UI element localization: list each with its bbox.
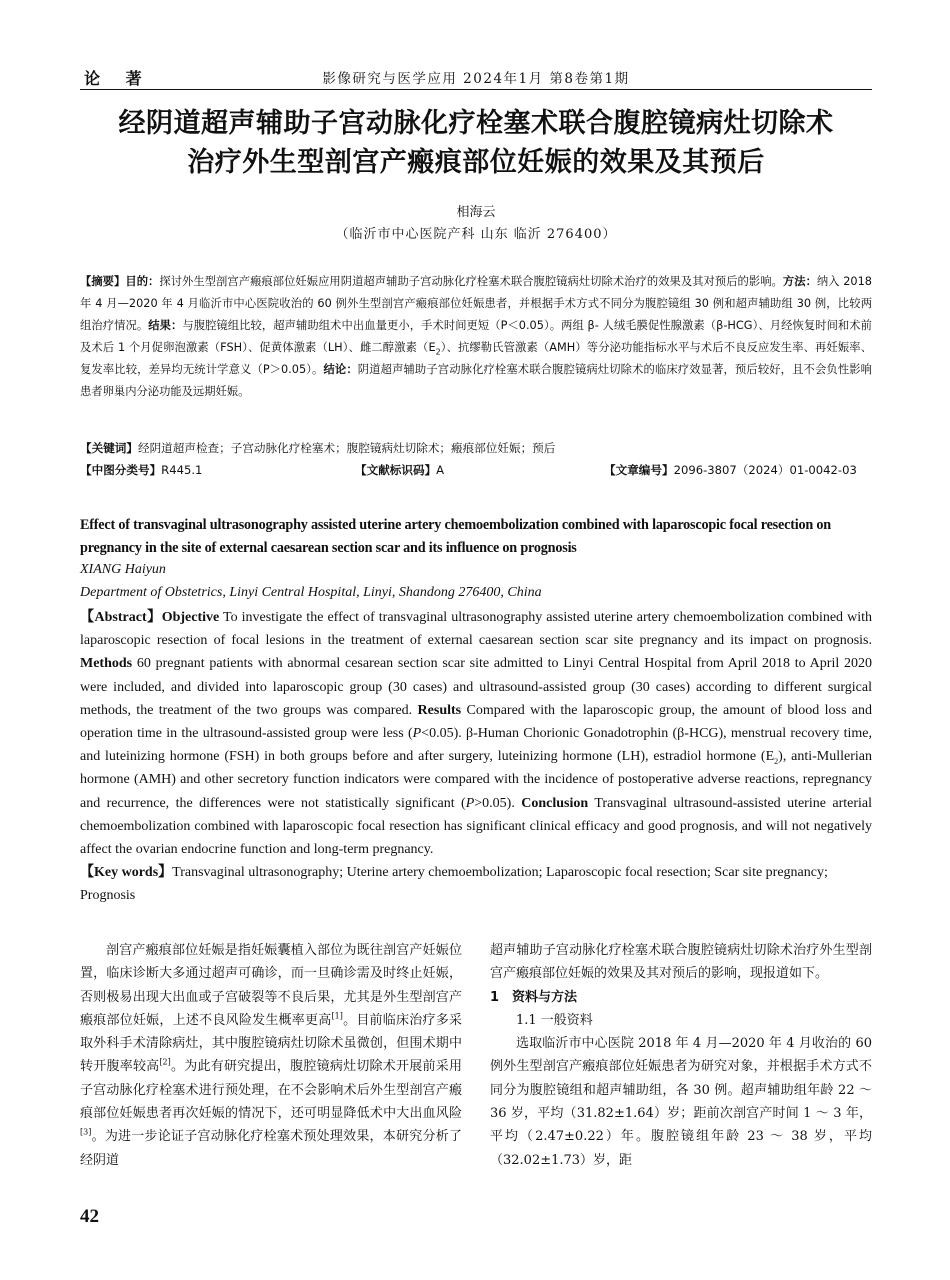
english-abstract	[80, 606, 872, 861]
chinese-keywords	[80, 440, 872, 456]
en-results-text-2: <0.05). β-Human Chorionic Gonadotrophin (β-HCG), menstrual recovery time, and luteinizing hormone (FSH) in both groups before and after surgery, luteinizing hormone (LH), estradiol hormone (E	[80, 726, 872, 765]
english-keywords	[80, 861, 872, 907]
journal-page	[80, 0, 872, 1280]
en-conclusion-text: Transvaginal ultrasound-assisted uterine arterial chemoembolization combined with laparoscopic focal resection has significant clinical efficacy and good prognosis, and will not negatively affect the ovarian endocrine function and long-term pregnancy.	[80, 795, 872, 858]
body-paragraph: 选取临沂市中心医院 2018 年 4 月—2020 年 4 月收治的 60 例外生型剖宫产瘢痕部位妊娠患者为研究对象，并根据手术方式不同分为腹腔镜组和超声辅助组，各 30 例。超声辅助组年龄 22 ～ 36 岁，平均（31.82±1.64）岁；距前次剖宫产时间 1 ～ 3 年，平均（2.47±0.22）年。腹腔镜组年龄 23 ～ 38 岁，平均（32.02±1.73）岁，距	[490, 1036, 872, 1168]
body-text: 。为进一步论证子宫动脉化疗栓塞术预处理效果，本研究分析了经阴道	[80, 1129, 462, 1168]
title-line-1: 经阴道超声辅助子宫动脉化疗栓塞术联合腹腔镜病灶切除术	[118, 108, 834, 139]
english-author: XIANG Haiyun	[80, 562, 166, 577]
methods-text: 纳入 2018 年 4 月—2020 年 4 月临沂市中心医院收治的 60 例外生型剖宫产瘢痕部位妊娠患者，并根据手术方式不同分为腹腔镜组 30 例和超声辅助组 30 例，比较两组治疗情况。	[80, 275, 872, 332]
body-text: 剖宫产瘢痕部位妊娠是指妊娠囊植入部位为既往剖宫产妊娠位置，临床诊断大多通过超声可确诊，而一旦确诊需及时终止妊娠，否则极易出现大出血或子宫破裂等不良后果，尤其是外生型剖宫产瘢痕部位妊娠，上述不良风险发生概率更高	[80, 943, 462, 1028]
author-affiliation: （临沂市中心医院产科 山东 临沂 276400）	[335, 227, 617, 242]
p-symbol: P	[465, 795, 475, 811]
en-results-text-4: >0.05).	[474, 795, 522, 811]
keywords-label: 【关键词】	[80, 441, 138, 455]
running-header	[80, 66, 872, 90]
keywords-text: 经阴道超声检查；子宫动脉化疗栓塞术；腹腔镜病灶切除术；瘢痕部位妊娠；预后	[137, 441, 556, 455]
clc-code	[80, 462, 202, 478]
citation-ref[interactable]: [1]	[331, 1011, 343, 1021]
en-abstract-label: 【Abstract】	[80, 610, 162, 625]
methods-label: 方法：	[782, 275, 817, 288]
en-methods-text: 60 pregnant patients with abnormal cesarean section scar site admitted to Linyi Central Hospital from April 2018 to April 2020 were included, and divided into laparoscopic group (30 cases) and ultrasound-assisted group (30 cases) according to different surgical methods, the treatment of the two groups was compared.	[80, 656, 872, 718]
art-value: 2096-3807（2024）01-0042-03	[673, 463, 857, 477]
doc-value: A	[436, 463, 445, 477]
doc-label: 【文献标识码】	[355, 463, 437, 477]
english-title: Effect of transvaginal ultrasonography assisted uterine artery chemoembolization combined with laparoscopic focal resection on pregnancy in the site of external caesarean section scar and its influence on prognosis	[80, 517, 831, 556]
en-conclusion-label: Conclusion	[521, 795, 589, 811]
classification-line	[80, 462, 872, 482]
document-code	[355, 462, 444, 478]
clc-label: 【中图分类号】	[80, 463, 162, 477]
journal-info: 影像研究与医学应用 2024年1月 第8卷第1期	[322, 71, 630, 87]
en-keywords-label: 【Key words】	[80, 865, 173, 880]
section-label: 论 著	[84, 69, 152, 88]
en-objective-label: Objective	[161, 610, 220, 625]
body-left-column	[80, 939, 462, 1172]
results-label: 结果：	[148, 319, 183, 332]
en-methods-label: Methods	[80, 656, 133, 672]
english-affiliation: Department of Obstetrics, Linyi Central Hospital, Linyi, Shandong 276400, China	[80, 585, 542, 600]
results-text-continued: ）、抗缪勒氏管激素（AMH）等分泌功能指标水平与术后不良反应发生率、再妊娠率、复发率比较，差异均无统计学意义（P＞0.05）。	[80, 341, 873, 376]
en-results-text: Compared with the laparoscopic group, the amount of blood loss and operation time in the ultrasound-assisted group were less (	[80, 702, 872, 742]
chinese-abstract	[80, 271, 872, 403]
en-keywords-text: Transvaginal ultrasonography; Uterine artery chemoembolization; Laparoscopic focal resection; Scar site pregnancy; Prognosis	[80, 865, 828, 903]
body-paragraph: 超声辅助子宫动脉化疗栓塞术联合腹腔镜病灶切除术治疗外生型剖宫产瘢痕部位妊娠的效果及其对预后的影响，现报道如下。	[490, 943, 872, 982]
p-symbol: P	[412, 726, 422, 742]
en-objective-text: To investigate the effect of transvaginal ultrasonography assisted uterine artery chemoembolization combined with laparoscopic resection of focal lesions in the treatment of external caesarean section scar site pregnancy and its impact on prognosis.	[80, 610, 872, 649]
en-results-text-3: ), anti-Mullerian hormone (AMH) and other secretory function indicators were compared with the incidence of postoperative adverse reactions, repregnancy and recurrence, the differences were not statistically significant (	[80, 749, 873, 811]
clc-value: R445.1	[161, 463, 203, 477]
objective-label: 目的：	[125, 275, 160, 288]
title-line-2: 治疗外生型剖宫产瘢痕部位妊娠的效果及其预后	[187, 147, 765, 178]
body-paragraph	[80, 939, 462, 1172]
citation-ref[interactable]: [3]	[80, 1128, 92, 1138]
results-subscript: 2	[435, 347, 441, 357]
article-number	[604, 462, 857, 478]
conclusion-label: 结论：	[323, 363, 358, 376]
article-title	[80, 104, 872, 182]
conclusion-text: 阴道超声辅助子宫动脉化疗栓塞术联合腹腔镜病灶切除术的临床疗效显著，预后较好，且不会负性影响患者卵巢内分泌功能及远期妊娠。	[80, 363, 872, 398]
body-right-column	[490, 939, 872, 1172]
en-results-subscript: 2	[774, 757, 779, 767]
citation-ref[interactable]: [2]	[159, 1058, 171, 1068]
page-number: 42	[80, 1206, 99, 1227]
objective-text: 探讨外生型剖宫产瘢痕部位妊娠应用阴道超声辅助子宫动脉化疗栓塞术联合腹腔镜病灶切除术治疗的效果及其对预后的影响。	[159, 275, 783, 288]
author-name: 相海云	[456, 205, 496, 220]
abstract-label: 【摘要】	[80, 275, 126, 288]
header-rule	[80, 89, 872, 90]
section-heading: 1 资料与方法	[490, 989, 578, 1005]
body-text: 。为此有研究提出，腹腔镜病灶切除术开展前采用子宫动脉化疗栓塞术进行预处理，在不会影响术后外生型剖宫产瘢痕部位妊娠患者再次妊娠的情况下，还可明显降低术中大出血风险	[80, 1059, 462, 1122]
body-text: 。目前临床治疗多采取外科手术清除病灶，其中腹腔镜病灶切除术虽微创，但围术期中转开腹率较高	[80, 1012, 462, 1075]
art-label: 【文章编号】	[604, 463, 674, 477]
en-results-label: Results	[417, 702, 462, 718]
subsection-heading: 1.1 一般资料	[516, 1012, 593, 1028]
results-text: 与腹腔镜组比较，超声辅助组术中出血量更小，手术时间更短（P＜0.05）。两组 β- 人绒毛膜促性腺激素（β-HCG）、月经恢复时间和术前及术后 1 个月促卵泡激素（FSH）、促黄体激素（LH）、雌二醇激素（E	[80, 319, 872, 354]
